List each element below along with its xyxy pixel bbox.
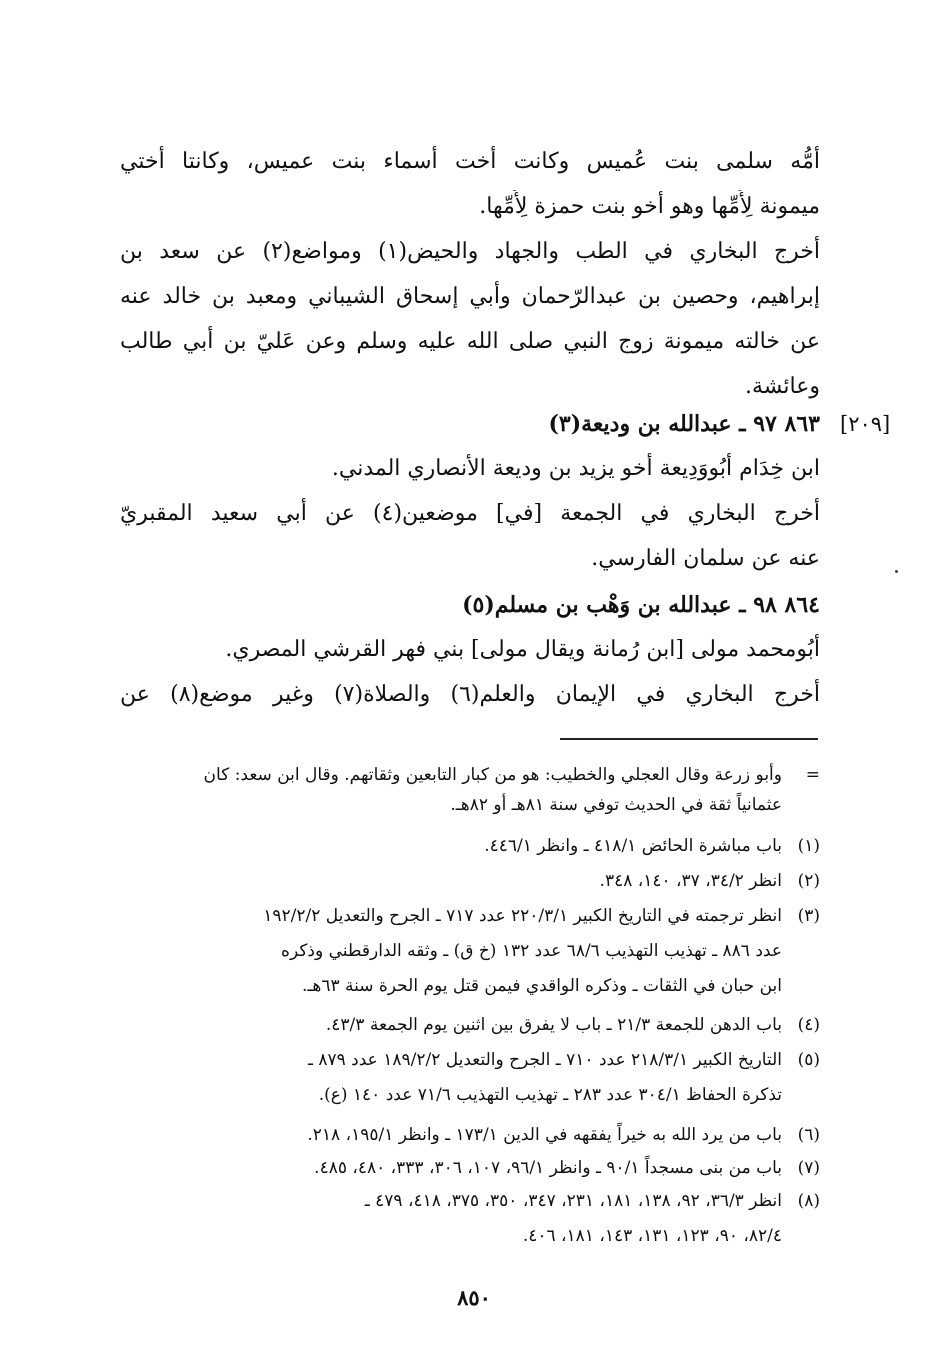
margin-dot bbox=[895, 570, 898, 573]
footnote-text: باب مباشرة الحائض ٤١٨/١ ـ وانظر ٤٤٦/١. bbox=[484, 836, 782, 856]
body-line: ميمونة لِأُمِّها وهو أخو بنت حمزة لِأُمِّها. bbox=[479, 194, 820, 219]
body-line: أخرج البخاري في الطب والجهاد والحيض(١) ومواضع(٢) عن سعد بن bbox=[120, 239, 820, 264]
entry-heading-97: ٨٦٣ ٩٧ ـ عبدالله بن وديعة(٣) bbox=[548, 411, 820, 437]
body-line: وعائشة. bbox=[745, 374, 820, 399]
footnote-line bbox=[120, 1122, 820, 1149]
body-line: أخرج البخاري في الإيمان والعلم(٦) والصلاة(٧) وغير موضع(٨) عن bbox=[120, 682, 820, 707]
footnote-number: (٣) bbox=[797, 906, 820, 926]
footnote-text: تذكرة الحفاظ ٣٠٤/١ عدد ٢٨٣ ـ تهذيب التهذيب ٧١/٦ عدد ١٤٠ (ع). bbox=[318, 1085, 782, 1105]
body-line: ابن خِدَام أبُووَدِيعة أخو يزيد بن وديعة الأنصاري المدني. bbox=[331, 456, 820, 481]
footnote-number: (١) bbox=[797, 836, 820, 856]
footnote-line bbox=[120, 792, 820, 819]
footnote-text: انظر ترجمته في التاريخ الكبير ٢٢٠/٣/١ عدد ٧١٧ ـ الجرح والتعديل ١٩٢/٢/٢ bbox=[263, 906, 782, 926]
entry-heading-98: ٨٦٤ ٩٨ ـ عبدالله بن وَهْب بن مسلم(٥) bbox=[462, 592, 820, 618]
footnote-text: ابن حبان في الثقات ـ وذكره الواقدي فيمن قتل يوم الحرة سنة ٦٣هـ. bbox=[301, 976, 782, 996]
body-line: عنه عن سلمان الفارسي. bbox=[591, 546, 820, 571]
footnote-line bbox=[120, 833, 820, 860]
footnote-number: = bbox=[805, 765, 820, 785]
footnote-line bbox=[120, 1223, 820, 1250]
footnote-line bbox=[120, 1012, 820, 1039]
footnote-number: (٨) bbox=[797, 1191, 820, 1211]
footnote-line bbox=[120, 1082, 820, 1109]
footnote-text: انظر ٣٤/٢، ٣٧، ١٤٠، ٣٤٨. bbox=[599, 871, 782, 891]
page-number: ٨٥٠ bbox=[457, 1285, 491, 1310]
footnote-number: (٢) bbox=[797, 871, 820, 891]
footnote-text: عدد ٨٨٦ ـ تهذيب التهذيب ٦٨/٦ عدد ١٣٢ (خ ق) ـ وثقه الدارقطني وذكره bbox=[281, 941, 782, 961]
footnote-line bbox=[120, 762, 820, 789]
entry-side-number: [٢٠٩] bbox=[840, 412, 891, 436]
footnote-line bbox=[120, 1155, 820, 1182]
footnote-line bbox=[120, 903, 820, 930]
footnote-number: (٦) bbox=[797, 1125, 820, 1145]
footnote-text: باب من بنى مسجداً ٩٠/١ ـ وانظر ٩٦/١، ١٠٧، ٣٠٦، ٣٣٣، ٤٨٠، ٤٨٥. bbox=[314, 1158, 782, 1178]
footnote-text: التاريخ الكبير ٢١٨/٣/١ عدد ٧١٠ ـ الجرح والتعديل ١٨٩/٢/٢ عدد ٨٧٩ ـ bbox=[307, 1050, 782, 1070]
footnote-number: (٧) bbox=[797, 1158, 820, 1178]
footnote-text: باب من يرد الله به خيراً يفقهه في الدين ١٧٣/١ ـ وانظر ١٩٥/١، ٢١٨. bbox=[307, 1125, 782, 1145]
footnote-number: (٥) bbox=[797, 1050, 820, 1070]
body-line: إبراهيم، وحصين بن عبدالرّحمان وأبي إسحاق الشيباني ومعبد بن خالد عنه bbox=[120, 284, 820, 309]
footnote-text: ٨٢/٤، ٩٠، ١٢٣، ١٣١، ١٤٣، ١٨١، ٤٠٦. bbox=[522, 1226, 782, 1246]
footnote-line bbox=[120, 1047, 820, 1074]
body-line: عن خالته ميمونة زوج النبي صلى الله عليه وسلم وعن عَليّ بن أبي طالب bbox=[120, 329, 820, 354]
footnote-number: (٤) bbox=[797, 1015, 820, 1035]
footnote-line bbox=[120, 973, 820, 1000]
footnote-line bbox=[120, 1188, 820, 1215]
footnote-line bbox=[120, 938, 820, 965]
body-line: أبُومحمد مولى [ابن رُمانة ويقال مولى] بني فهر القرشي المصري. bbox=[225, 637, 820, 662]
footnote-text: عثمانياً ثقة في الحديث توفي سنة ٨١هـ أو ٨٢هـ. bbox=[450, 795, 782, 815]
body-line: أمُّه سلمى بنت عُميس وكانت أخت أسماء بنت عميس، وكانتا أختي bbox=[120, 149, 820, 174]
footnote-text: وأبو زرعة وقال العجلي والخطيب: هو من كبار التابعين وثقاتهم. وقال ابن سعد: كان bbox=[203, 765, 782, 785]
footnote-separator bbox=[560, 738, 818, 740]
footnote-text: انظر ٣٦/٣، ٩٢، ١٣٨، ١٨١، ٢٣١، ٣٤٧، ٣٥٠، ٣٧٥، ٤١٨، ٤٧٩ ـ bbox=[364, 1191, 782, 1211]
footnote-line bbox=[120, 868, 820, 895]
body-line: أخرج البخاري في الجمعة [في] موضعين(٤) عن أبي سعيد المقبريّ bbox=[120, 501, 820, 526]
footnote-text: باب الدهن للجمعة ٢١/٣ ـ باب لا يفرق بين اثنين يوم الجمعة ٤٣/٣. bbox=[325, 1015, 782, 1035]
